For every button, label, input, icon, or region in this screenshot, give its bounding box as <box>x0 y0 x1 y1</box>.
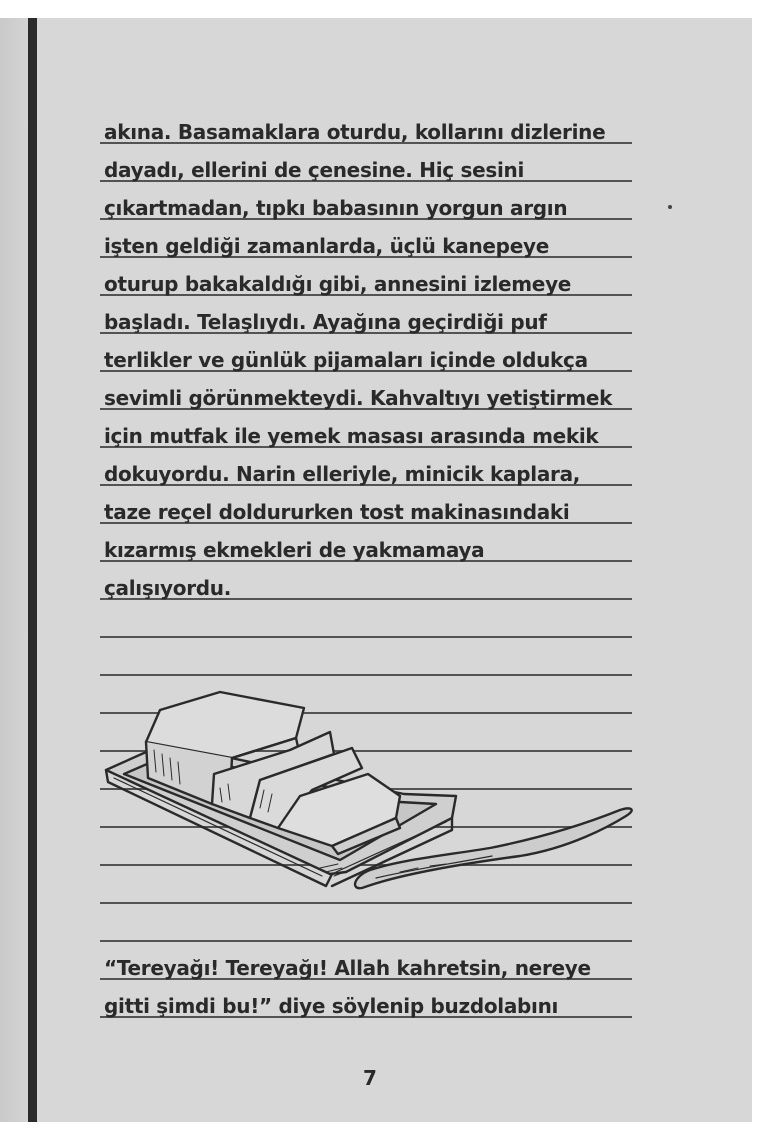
ruled-line <box>100 674 632 676</box>
ruled-line <box>100 636 632 638</box>
page-number: 7 <box>363 1066 377 1090</box>
book-page <box>0 18 752 1122</box>
butter-dish-illustration <box>100 678 640 918</box>
text-line: dayadı, ellerini de çenesine. Hiç sesini <box>104 158 525 182</box>
text-line: çıkartmadan, tıpkı babasının yorgun argın <box>104 196 568 220</box>
text-line: terlikler ve günlük pijamaları içinde oldukça <box>104 348 588 372</box>
text-line: çalışıyordu. <box>104 576 232 600</box>
text-line: oturup bakakaldığı gibi, annesini izlemeye <box>104 272 572 296</box>
ruled-line <box>100 940 632 942</box>
book-spine-line <box>28 18 37 1122</box>
text-line: akına. Basamaklara oturdu, kollarını dizlerine <box>104 120 606 144</box>
text-line: için mutfak ile yemek masası arasında mekik <box>104 424 599 448</box>
text-line: işten geldiği zamanlarda, üçlü kanepeye <box>104 234 549 258</box>
text-line: “Tereyağı! Tereyağı! Allah kahretsin, nereye <box>104 956 591 980</box>
paper-speck <box>668 205 672 209</box>
text-line: gitti şimdi bu!” diye söylenip buzdolabını <box>104 994 559 1018</box>
text-line: taze reçel doldururken tost makinasındaki <box>104 500 570 524</box>
text-line: dokuyordu. Narin elleriyle, minicik kaplara, <box>104 462 581 486</box>
text-line: başladı. Telaşlıydı. Ayağına geçirdiği puf <box>104 310 547 334</box>
text-line: kızarmış ekmekleri de yakmamaya <box>104 538 485 562</box>
page-gutter <box>0 18 28 1122</box>
text-line: sevimli görünmekteydi. Kahvaltıyı yetiştirmek <box>104 386 613 410</box>
